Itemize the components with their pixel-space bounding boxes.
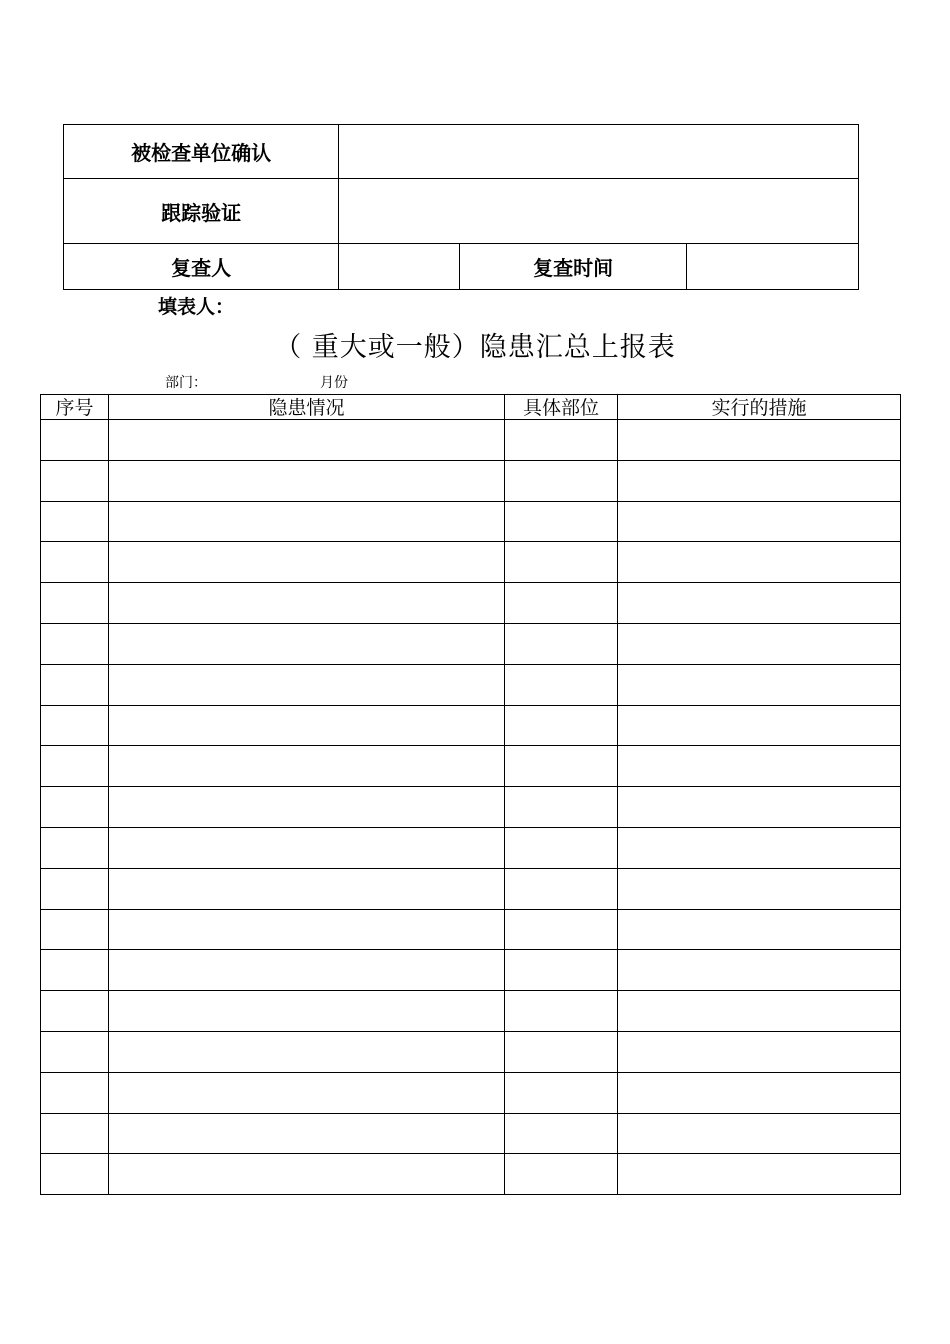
table-row xyxy=(41,827,901,868)
cell-measures[interactable] xyxy=(618,746,901,787)
cell-serial[interactable] xyxy=(41,460,109,501)
cell-serial[interactable] xyxy=(41,1154,109,1195)
cell-hazard[interactable] xyxy=(109,991,505,1032)
cell-hazard[interactable] xyxy=(109,501,505,542)
table-row xyxy=(41,991,901,1032)
cell-measures[interactable] xyxy=(618,991,901,1032)
cell-location[interactable] xyxy=(505,705,618,746)
cell-serial[interactable] xyxy=(41,1113,109,1154)
table-body xyxy=(41,420,901,1195)
cell-measures[interactable] xyxy=(618,583,901,624)
cell-serial[interactable] xyxy=(41,583,109,624)
hazard-report-table xyxy=(40,394,901,1195)
cell-location[interactable] xyxy=(505,501,618,542)
table-row xyxy=(41,501,901,542)
cell-measures[interactable] xyxy=(618,420,901,461)
reviewer-field[interactable] xyxy=(339,244,460,290)
cell-serial[interactable] xyxy=(41,991,109,1032)
header-measures: 实行的措施 xyxy=(618,395,901,420)
table-row xyxy=(41,1072,901,1113)
cell-measures[interactable] xyxy=(618,623,901,664)
cell-measures[interactable] xyxy=(618,868,901,909)
header-hazard: 隐患情况 xyxy=(109,395,505,420)
cell-hazard[interactable] xyxy=(109,623,505,664)
cell-location[interactable] xyxy=(505,1031,618,1072)
table-row xyxy=(41,1113,901,1154)
cell-measures[interactable] xyxy=(618,542,901,583)
cell-hazard[interactable] xyxy=(109,746,505,787)
cell-serial[interactable] xyxy=(41,664,109,705)
cell-measures[interactable] xyxy=(618,501,901,542)
unit-confirm-field[interactable] xyxy=(339,125,859,179)
cell-hazard[interactable] xyxy=(109,787,505,828)
table-row xyxy=(41,623,901,664)
cell-serial[interactable] xyxy=(41,950,109,991)
cell-measures[interactable] xyxy=(618,460,901,501)
cell-serial[interactable] xyxy=(41,746,109,787)
table-row xyxy=(41,909,901,950)
table-row xyxy=(41,787,901,828)
cell-measures[interactable] xyxy=(618,705,901,746)
table-row xyxy=(41,420,901,461)
cell-hazard[interactable] xyxy=(109,1072,505,1113)
cell-hazard[interactable] xyxy=(109,705,505,746)
cell-location[interactable] xyxy=(505,868,618,909)
dept-label: 部门： xyxy=(165,375,207,391)
cell-serial[interactable] xyxy=(41,827,109,868)
table-row xyxy=(41,583,901,624)
cell-serial[interactable] xyxy=(41,909,109,950)
cell-location[interactable] xyxy=(505,746,618,787)
cell-serial[interactable] xyxy=(41,420,109,461)
header-serial: 序号 xyxy=(41,395,109,420)
table-row xyxy=(41,950,901,991)
cell-measures[interactable] xyxy=(618,950,901,991)
cell-serial[interactable] xyxy=(41,787,109,828)
tracking-field[interactable] xyxy=(339,179,859,244)
cell-serial[interactable] xyxy=(41,868,109,909)
cell-hazard[interactable] xyxy=(109,1154,505,1195)
reviewer-label: 复查人 xyxy=(64,244,339,290)
cell-serial[interactable] xyxy=(41,623,109,664)
cell-location[interactable] xyxy=(505,1154,618,1195)
cell-location[interactable] xyxy=(505,664,618,705)
cell-hazard[interactable] xyxy=(109,542,505,583)
table-row xyxy=(41,705,901,746)
cell-measures[interactable] xyxy=(618,827,901,868)
cell-location[interactable] xyxy=(505,542,618,583)
cell-hazard[interactable] xyxy=(109,868,505,909)
cell-measures[interactable] xyxy=(618,1072,901,1113)
header-location: 具体部位 xyxy=(505,395,618,420)
cell-measures[interactable] xyxy=(618,1031,901,1072)
cell-serial[interactable] xyxy=(41,542,109,583)
cell-location[interactable] xyxy=(505,1113,618,1154)
cell-location[interactable] xyxy=(505,950,618,991)
cell-hazard[interactable] xyxy=(109,950,505,991)
table-row xyxy=(41,460,901,501)
cell-location[interactable] xyxy=(505,583,618,624)
month-label: 月份 xyxy=(320,375,348,391)
cell-hazard[interactable] xyxy=(109,909,505,950)
report-title: （ 重大或一般）隐患汇总上报表 xyxy=(274,332,676,363)
cell-serial[interactable] xyxy=(41,501,109,542)
cell-measures[interactable] xyxy=(618,909,901,950)
cell-serial[interactable] xyxy=(41,1072,109,1113)
cell-serial[interactable] xyxy=(41,1031,109,1072)
review-time-label: 复查时间 xyxy=(460,244,686,290)
cell-hazard[interactable] xyxy=(109,827,505,868)
cell-hazard[interactable] xyxy=(109,460,505,501)
cell-hazard[interactable] xyxy=(109,1113,505,1154)
cell-serial[interactable] xyxy=(41,705,109,746)
cell-location[interactable] xyxy=(505,460,618,501)
cell-measures[interactable] xyxy=(618,1113,901,1154)
cell-measures[interactable] xyxy=(618,1154,901,1195)
table-row xyxy=(41,664,901,705)
cell-location[interactable] xyxy=(505,623,618,664)
review-time-field[interactable] xyxy=(686,244,858,290)
table-header-row xyxy=(41,395,901,420)
cell-location[interactable] xyxy=(505,827,618,868)
cell-hazard[interactable] xyxy=(109,583,505,624)
table-row xyxy=(41,746,901,787)
cell-location[interactable] xyxy=(505,787,618,828)
unit-confirm-label: 被检查单位确认 xyxy=(64,125,339,179)
cell-location[interactable] xyxy=(505,420,618,461)
cell-location[interactable] xyxy=(505,909,618,950)
cell-hazard[interactable] xyxy=(109,420,505,461)
cell-hazard[interactable] xyxy=(109,1031,505,1072)
table-row xyxy=(41,1154,901,1195)
cell-measures[interactable] xyxy=(618,787,901,828)
cell-location[interactable] xyxy=(505,1072,618,1113)
verification-table xyxy=(63,124,859,290)
cell-measures[interactable] xyxy=(618,664,901,705)
cell-hazard[interactable] xyxy=(109,664,505,705)
tracking-label: 跟踪验证 xyxy=(64,179,339,244)
cell-location[interactable] xyxy=(505,991,618,1032)
table-row xyxy=(41,868,901,909)
table-row xyxy=(41,1031,901,1072)
filler-label: 填表人： xyxy=(158,296,235,318)
table-row xyxy=(41,542,901,583)
